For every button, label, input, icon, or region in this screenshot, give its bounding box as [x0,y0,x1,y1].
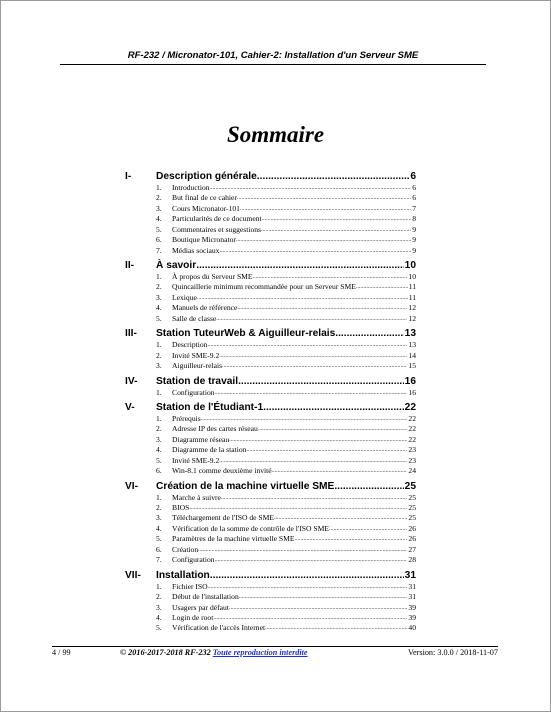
page-footer [52,648,498,660]
toc-dot-leader [329,524,407,534]
toc-entry[interactable] [156,524,416,534]
toc-section-page: 6 [410,171,416,182]
toc-dot-leader [257,170,410,183]
toc-section-number: I- [125,171,132,182]
toc-section-heading[interactable] [125,327,416,340]
toc-dot-leader [246,445,407,455]
toc-entry-title: Lexique [172,292,197,302]
toc-entry[interactable] [156,225,416,235]
toc-section-number: VII- [125,569,141,581]
toc-dot-leader [197,293,408,303]
toc-section-title: À savoir [156,260,197,272]
toc-entry-number: 1. [156,340,162,350]
toc-entry-page: 40 [408,623,416,633]
toc-entry-page: 15 [408,361,416,371]
toc-dot-leader [189,503,407,513]
toc-dot-leader [237,303,407,313]
toc-entry[interactable] [156,340,416,350]
toc-dot-leader [239,592,408,602]
toc-entry-page: 27 [408,544,416,554]
footer-copyright-text: © 2016-2017-2018 RF-232 [120,648,211,657]
toc-entry-title: Vérification de la somme de contrôle de l'ISO SME [172,523,329,533]
toc-section [125,259,416,324]
toc-entry-title: Cours Micronator-101 [172,203,240,213]
toc-entry[interactable] [156,603,416,613]
toc-entry[interactable] [156,272,416,282]
toc-section [125,569,416,634]
toc-entry[interactable] [156,424,416,434]
toc-entry[interactable] [156,592,416,602]
footer-rule [52,646,498,647]
toc-entry-number: 4. [156,612,162,622]
toc-section-number: IV- [125,375,138,387]
toc-entry-title: Diagramme de la station [172,445,247,455]
toc-dot-leader [240,204,411,214]
toc-dot-leader [215,388,408,398]
toc-section-heading[interactable] [125,480,416,493]
toc-entry-number: 2. [156,424,162,434]
toc-section-number: II- [125,260,135,272]
toc-dot-leader [221,493,407,503]
toc-dot-leader [219,456,407,466]
toc-entry-page: 31 [408,592,416,602]
toc-entry-page: 28 [408,555,416,565]
toc-entry[interactable] [156,545,416,555]
toc-dot-leader [216,314,407,324]
toc-entry-page: 24 [408,466,416,476]
toc-entry-title: Paramètres de la machine virtuelle SME [172,534,295,544]
toc-entry-number: 6. [156,235,162,245]
toc-entry-page: 14 [408,350,416,360]
toc-dot-leader [295,534,408,544]
toc-entry-number: 4. [156,214,162,224]
running-header: RF-232 / Micronator-101, Cahier-2: Installation d'un Serveur SME [127,50,419,61]
toc-dot-leader [219,351,407,361]
toc-entry-number: 4. [156,445,162,455]
toc-dot-leader [196,259,403,272]
toc-entry-title: À propos du Serveur SME [172,272,253,282]
toc-entry-page: 13 [408,340,416,350]
toc-dot-leader [334,480,403,493]
toc-dot-leader [229,435,407,445]
toc-entry-number: 1. [156,272,162,282]
toc-section-page: 16 [404,375,416,387]
toc-section-title: Station de travail [156,375,239,387]
toc-entry-number: 1. [156,581,162,591]
toc-entry-number: 3. [156,434,162,444]
toc-entry-title: Quincaillerie minimum recommandée pour un Serveur SME [172,282,356,292]
toc-dot-leader [253,272,408,282]
toc-entry-title: Usagers par défaut [172,602,229,612]
toc-entry-number: 1. [156,182,162,192]
toc-entry[interactable] [156,303,416,313]
toc-entry-page: 22 [408,413,416,423]
toc-entry-title: Vérification de l'accès Internet [172,623,266,633]
toc-entry[interactable] [156,183,416,193]
toc-section-heading[interactable] [125,375,416,388]
toc-entry-title: Aiguilleur-relais [172,361,223,371]
toc-entry-title: Manuels de référence [172,303,238,313]
table-of-contents [125,170,416,634]
toc-dot-leader [238,375,404,388]
toc-section-page: 13 [404,328,416,340]
toc-entry-page: 6 [412,182,416,192]
toc-entry[interactable] [156,235,416,245]
toc-entry-page: 31 [408,581,416,591]
toc-section-title: Description générale [156,171,257,182]
toc-entry-title: Adresse IP des cartes réseau [172,424,258,434]
toc-entry-number: 5. [156,313,162,323]
toc-section-page: 25 [404,480,416,492]
toc-entry[interactable] [156,314,416,324]
toc-entry[interactable] [156,388,416,398]
toc-entry-number: 4. [156,303,162,313]
toc-entry[interactable] [156,193,416,203]
toc-section [125,327,416,371]
toc-entry-title: Médias sociaux [172,245,220,255]
page-title: Sommaire [226,122,325,147]
toc-dot-leader [229,603,407,613]
toc-entry[interactable] [156,466,416,476]
toc-entry-title: Invité SME-9.2 [172,350,220,360]
toc-section-number: VI- [125,480,139,492]
toc-entry-page: 23 [408,445,416,455]
toc-entry[interactable] [156,456,416,466]
toc-entry-title: Fichier ISO [172,581,208,591]
toc-entry-number: 2. [156,503,162,513]
toc-entry-number: 3. [156,292,162,302]
toc-entry-number: 4. [156,523,162,533]
toc-entry-title: Invité SME-9.2 [172,455,220,465]
toc-section-heading[interactable] [125,259,416,272]
toc-entry-number: 2. [156,193,162,203]
toc-entry-number: 3. [156,203,162,213]
toc-entry[interactable] [156,582,416,592]
toc-entry-number: 5. [156,534,162,544]
toc-entry-title: Diagramme réseau [172,434,230,444]
toc-dot-leader [222,361,407,371]
toc-entry[interactable] [156,246,416,256]
toc-dot-leader [236,235,411,245]
toc-entry-number: 3. [156,602,162,612]
toc-entry-number: 1. [156,413,162,423]
toc-entry-page: 39 [408,612,416,622]
toc-entry[interactable] [156,283,416,293]
toc-entry-number: 7. [156,245,162,255]
toc-entry-number: 2. [156,592,162,602]
toc-entry-page: 11 [408,292,416,302]
toc-entry-title: Boutique Micronator [172,235,236,245]
toc-section-page: 31 [404,569,416,581]
toc-entry-title: Win-8.1 comme deuxième invité [172,466,272,476]
reproduction-link[interactable]: Toute reproduction interdite [212,648,308,657]
toc-entry-page: 10 [408,272,416,282]
toc-entry-number: 1. [156,387,162,397]
toc-entry[interactable] [156,555,416,565]
toc-entry-title: Prérequis [172,413,201,423]
toc-entry-page: 9 [412,224,416,234]
toc-entry-page: 39 [408,602,416,612]
toc-entry-page: 26 [408,534,416,544]
toc-entry-title: Particularités de ce document [172,214,262,224]
toc-dot-leader [208,582,408,592]
toc-section-title: Station de l'Étudiant-1 [156,402,264,413]
toc-section-number: V- [125,402,135,413]
toc-entry-number: 3. [156,513,162,523]
toc-entry-page: 9 [412,245,416,255]
toc-entry-title: Salle de classe [172,313,217,323]
toc-dot-leader [215,555,408,565]
toc-entry-title: Téléchargement de l'ISO de SME [172,513,275,523]
toc-dot-leader [207,340,407,350]
toc-entry-number: 1. [156,492,162,502]
toc-entry-page: 23 [408,455,416,465]
toc-entry-page: 22 [408,424,416,434]
toc-entry[interactable] [156,623,416,633]
toc-entry[interactable] [156,435,416,445]
toc-dot-leader [201,414,408,424]
toc-entry[interactable] [156,361,416,371]
toc-section-title: Installation [156,569,210,581]
toc-entry[interactable] [156,204,416,214]
toc-entry-page: 25 [408,492,416,502]
toc-section [125,170,416,256]
toc-dot-leader [261,225,411,235]
toc-dot-leader [356,282,408,292]
toc-entry[interactable] [156,293,416,303]
toc-dot-leader [198,545,407,555]
toc-entry-number: 2. [156,350,162,360]
toc-section-page: 22 [404,402,416,413]
toc-entry-number: 3. [156,361,162,371]
toc-entry[interactable] [156,534,416,544]
toc-entry-title: Introduction [172,182,210,192]
toc-entry-title: Début de l'installation [172,592,239,602]
toc-section [125,401,416,477]
footer-version: Version: 3.0.0 / 2018-11-07 [408,648,498,657]
toc-entry-title: But final de ce cahier [172,193,237,203]
toc-entry-page: 16 [408,387,416,397]
toc-entry-number: 7. [156,555,162,565]
toc-entry-number: 5. [156,455,162,465]
toc-dot-leader [258,424,408,434]
toc-entry[interactable] [156,414,416,424]
toc-entry[interactable] [156,613,416,623]
toc-entry-page: 6 [412,193,416,203]
toc-dot-leader [213,613,407,623]
footer-copyright [120,648,308,657]
toc-section-title: Station TuteurWeb & Aiguilleur-relais [156,328,336,340]
toc-entry[interactable] [156,514,416,524]
toc-section-page: 10 [404,260,416,272]
toc-entry-number: 5. [156,623,162,633]
toc-entry-page: 25 [408,503,416,513]
toc-entry-title: Création [172,544,199,554]
toc-entry-title: Login de root [172,612,214,622]
header-rule [60,64,486,65]
toc-entry-page: 8 [412,214,416,224]
toc-section [125,480,416,566]
toc-entry-page: 22 [408,434,416,444]
toc-entry-number: 2. [156,282,162,292]
toc-dot-leader [237,193,411,203]
toc-dot-leader [263,401,404,414]
toc-dot-leader [262,214,412,224]
toc-entry[interactable] [156,503,416,513]
toc-dot-leader [219,246,411,256]
toc-entry-page: 12 [408,313,416,323]
toc-dot-leader [274,513,407,523]
toc-entry[interactable] [156,214,416,224]
toc-dot-leader [265,623,407,633]
toc-entry-title: Description [172,340,208,350]
toc-section-title: Création de la machine virtuelle SME [156,480,335,492]
toc-entry-number: 5. [156,224,162,234]
toc-entry-page: 25 [408,513,416,523]
toc-section-number: III- [125,328,137,340]
toc-entry-number: 6. [156,544,162,554]
footer-page-number: 4 / 99 [52,648,71,657]
toc-dot-leader [210,183,412,193]
toc-entry-number: 6. [156,466,162,476]
toc-entry-page: 12 [408,303,416,313]
toc-section-heading[interactable] [125,401,416,414]
toc-entry-title: Configuration [172,555,215,565]
toc-entry-page: 26 [408,523,416,533]
toc-section-heading[interactable] [125,170,416,183]
toc-dot-leader [210,569,404,582]
toc-entry[interactable] [156,445,416,455]
toc-dot-leader [335,327,403,340]
toc-section [125,375,416,398]
toc-entry-title: Commentaires et suggestions [172,224,262,234]
toc-entry-title: Configuration [172,387,215,397]
toc-dot-leader [272,466,408,476]
toc-entry-page: 11 [408,282,416,292]
toc-section-heading[interactable] [125,569,416,582]
toc-entry-page: 9 [412,235,416,245]
toc-entry-title: Marche à suivre [172,492,221,502]
toc-entry-title: BIOS [172,503,190,513]
toc-entry-page: 7 [412,203,416,213]
toc-entry[interactable] [156,493,416,503]
toc-entry[interactable] [156,351,416,361]
